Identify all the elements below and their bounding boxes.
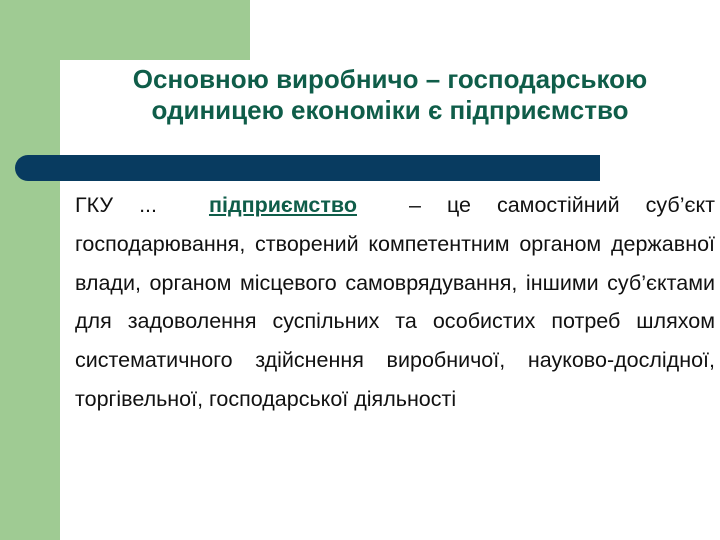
decor-green-strip [0, 0, 60, 540]
slide-title [60, 64, 720, 126]
slide-title-line-1: Основною виробничо – господарською [132, 64, 648, 94]
slide-title-line-2: одиницею економіки є підприємство [151, 95, 629, 125]
body-definition: – це самостійний суб’єкт господарювання, створений компетентним органом державної влади, органом місцевого самоврядування, іншими суб’єктами для задоволення суспільних та особистих потреб шляхом систематичного здійснення виробничої, науково-дослідної, торгівельної, господарської діяльності [75, 193, 715, 411]
decor-green-corner [60, 0, 250, 60]
decor-divider-bar [15, 155, 600, 181]
body-prefix: ГКУ ... [75, 193, 157, 217]
slide-body-text [75, 186, 715, 419]
body-keyword: підприємство [208, 193, 357, 217]
